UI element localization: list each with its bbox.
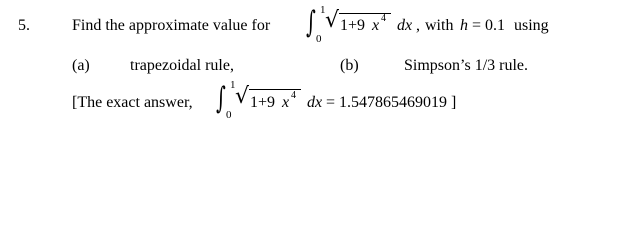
part-b-text: Simpson’s 1/3 rule. [404,57,529,74]
radicand-exponent: 4 [381,13,386,24]
exact-answer-prefix: [The exact answer, [72,94,193,111]
with-text: with [425,17,454,34]
radicand-exponent: 4 [291,90,296,101]
problem-number: 5. [18,17,30,34]
radicand-variable: x [372,17,380,34]
integral-upper-limit: 1 [230,79,236,91]
h-value: = 0.1 [472,17,506,34]
sqrt-sign: √ [325,8,340,33]
integral-sign: ∫ [216,81,226,116]
differential: dx [397,17,413,34]
integral-lower-limit: 0 [316,33,322,45]
exact-value: = 1.547865469019 ] [326,94,457,111]
sqrt-sign: √ [235,84,250,109]
using-text: using [514,17,549,34]
radicand-prefix: 1+9 [340,17,366,34]
radicand-prefix: 1+9 [250,94,276,111]
differential: dx [307,94,323,111]
integral-lower-limit: 0 [226,109,232,121]
comma: , [416,17,420,34]
part-a-text: trapezoidal rule, [130,57,234,74]
h-variable: h [460,17,468,34]
radicand-variable: x [282,94,290,111]
integral-sign: ∫ [306,5,316,40]
integral-upper-limit: 1 [320,4,326,16]
problem-intro: Find the approximate value for [72,17,271,34]
part-a-label: (a) [72,57,90,74]
part-b-label: (b) [340,57,359,74]
